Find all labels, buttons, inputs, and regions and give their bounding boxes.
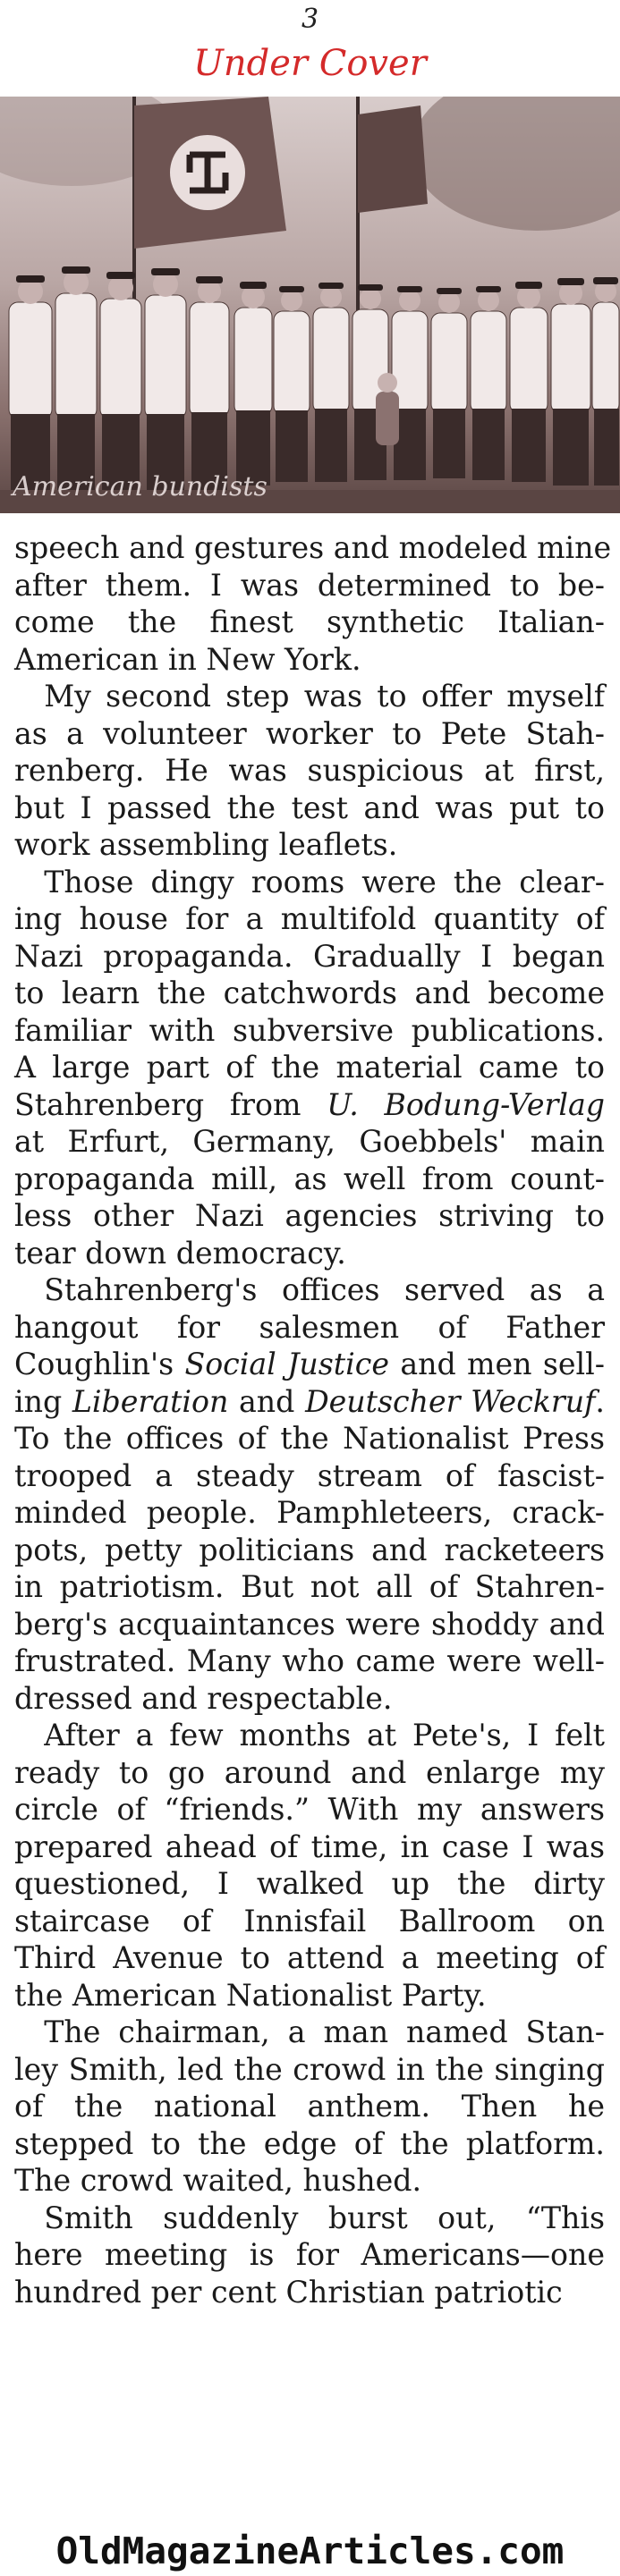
article-line: renberg. He was suspicious at first, [14, 753, 605, 788]
article-line: A large part of the material came to [14, 1050, 605, 1085]
article-line: dressed and respectable. [14, 1680, 393, 1716]
article-line: To the offices of the Nationalist Press [14, 1421, 605, 1456]
article-line: trooped a steady stream of fascist- [14, 1457, 605, 1493]
article-line: After a few months at Pete's, I felt [44, 1718, 605, 1753]
article-paragraph [14, 864, 605, 1272]
article-paragraph [14, 1271, 605, 1717]
article-line: minded people. Pamphleteers, crack- [14, 1495, 605, 1530]
article-line: frustrated. Many who came were well- [14, 1643, 605, 1678]
article-line: in patriotism. But not all of Stahren- [14, 1569, 605, 1604]
article-line: pots, petty politicians and racketeers [14, 1532, 605, 1567]
article-line: speech and gestures and modeled mine [14, 530, 612, 565]
article-line: come the finest synthetic Italian- [14, 604, 605, 639]
article-line: ing house for a multifold quantity of [14, 901, 605, 936]
article-line: The crowd waited, hushed. [14, 2163, 422, 2198]
article-line: stepped to the edge of the platform. [14, 2125, 605, 2161]
article-line: work assembling leaflets. [14, 827, 398, 862]
article-paragraph [14, 678, 605, 864]
photo-caption: American bundists [13, 471, 268, 503]
article-line: prepared ahead of time, in case I was [14, 1829, 605, 1864]
article-paragraph [14, 529, 612, 678]
article-line: American in New York. [14, 641, 361, 677]
article-line: familiar with subversive publications. [14, 1012, 605, 1048]
article-line: tear down democracy. [14, 1235, 346, 1271]
article-line: the American Nationalist Party. [14, 1977, 487, 2013]
article-line: My second step was to offer myself [44, 679, 605, 714]
bundists-photo [0, 97, 620, 513]
article-line: ley Smith, led the crowd in the singing [14, 2051, 605, 2087]
article-line: hangout for salesmen of Father [14, 1309, 605, 1345]
article-line: Smith suddenly burst out, “This [44, 2200, 605, 2235]
article-line: propaganda mill, as well from count- [14, 1161, 605, 1196]
article-line: Stahrenberg from U. Bodung-Verlag [14, 1086, 605, 1122]
article-body [14, 529, 612, 2310]
section-title: Under Cover [193, 43, 427, 84]
article-line: after them. I was determined to be- [14, 567, 605, 603]
article-line: hundred per cent Christian patriotic [14, 2274, 563, 2310]
article-paragraph [14, 1717, 605, 2014]
article-line: less other Nazi agencies striving to [14, 1198, 605, 1233]
article-line: here meeting is for Americans—one [14, 2237, 605, 2272]
article-line: at Erfurt, Germany, Goebbels' main [14, 1124, 605, 1159]
article-line: to learn the catchwords and become [14, 976, 605, 1010]
article-line: Nazi propaganda. Gradually I began [14, 938, 605, 974]
article-line: Those dingy rooms were the clear- [44, 864, 605, 899]
site-watermark: OldMagazineArticles.com [55, 2530, 565, 2572]
page-number: 3 [301, 4, 319, 35]
article-line: ing Liberation and Deutscher Weckruf. [14, 1383, 605, 1419]
article-line: as a volunteer worker to Pete Stah- [14, 715, 605, 751]
article-line: The chairman, a man named Stan- [44, 2014, 605, 2049]
article-paragraph [14, 2014, 605, 2200]
article-line: circle of “friends.” With my answers [14, 1792, 605, 1827]
article-line: questioned, I walked up the dirty [14, 1866, 605, 1901]
article-line: Third Avenue to attend a meeting of [14, 1940, 605, 1975]
article-line: of the national anthem. Then he [14, 2089, 605, 2124]
article-line: but I passed the test and was put to [14, 790, 605, 825]
article-line: berg's acquaintances were shoddy and [14, 1606, 605, 1642]
article-paragraph [14, 2200, 605, 2311]
article-line: Coughlin's Social Justice and men sell- [14, 1347, 605, 1381]
article-line: Stahrenberg's offices served as a [44, 1272, 605, 1307]
photo-illustration [0, 97, 620, 513]
article-line: staircase of Innisfail Ballroom on [14, 1903, 605, 1938]
article-line: ready to go around and enlarge my [14, 1754, 605, 1790]
